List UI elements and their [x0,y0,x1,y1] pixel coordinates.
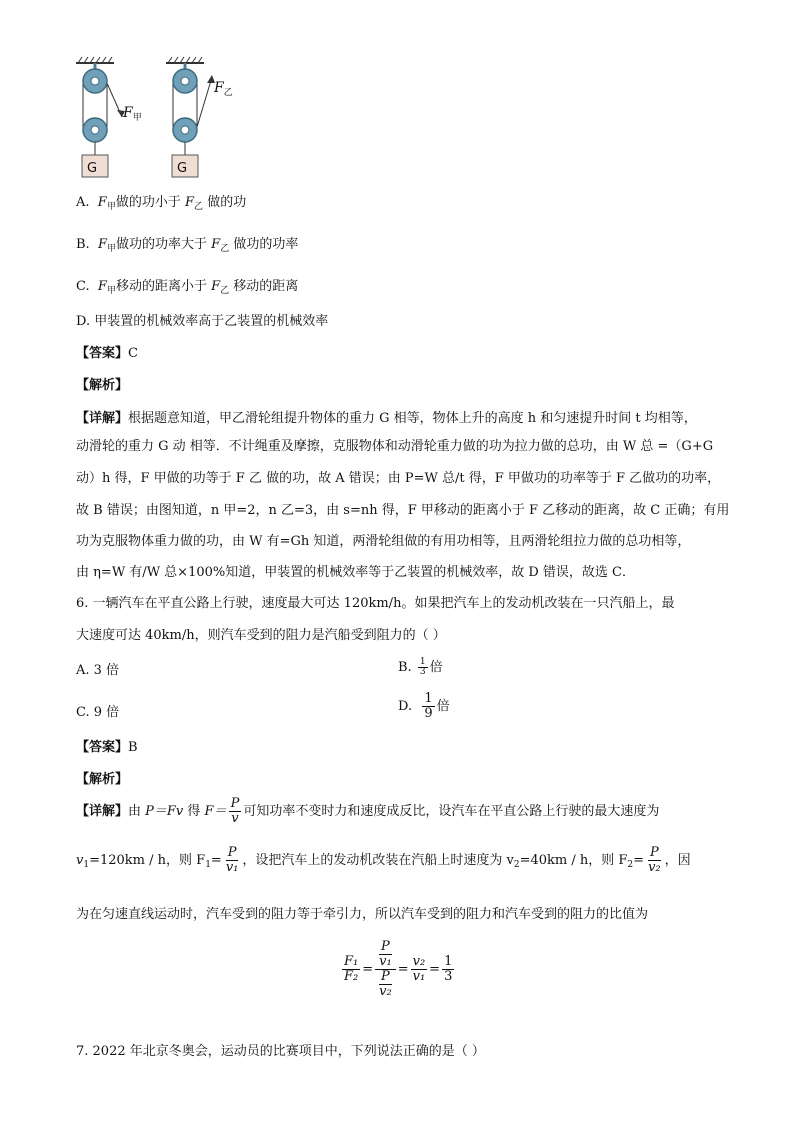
q5-detail-line-1: 【详解】根据题意知道，甲乙滑轮组提升物体的重力 G 相等，物体上升的高度 h 和匀速提升时间 t 均相等， [76,411,697,426]
ceiling-left [76,57,114,63]
q5-option-a: A. $F_甲$做的功小于 $F_乙$ 做的功 [76,195,247,212]
q5-option-b: B. $F_甲$做功的功率大于 $F_乙$ 做功的功率 [76,237,299,254]
q5-detail-line-3: 动）h 得，F 甲做的功等于 F 乙 做的功，故 A 错误；由 P=W 总/t 得，F 甲做功的功率等于 F 乙做功的功率， [76,471,721,486]
q6-option-b: B. $\frac{1}{3}$ 倍 [398,657,443,677]
q5-detail-line-4: 故 B 错误；由图知道，n 甲=2，n 乙=3，由 s=nh 得，F 甲移动的距离小于 F 乙移动的距离，故 C 正确；有用 [76,503,730,518]
ceiling-right [166,57,204,63]
q6-detail-line-1: 【详解】由 P＝Fv 得 F＝ $\frac{P}{v}$ 可知功率不变时力和速度成反比，设汽车在平直公路上行驶的最大速度为 [76,796,660,826]
q5-answer: 【答案】C [76,346,138,361]
q6-analysis-tag: 【解析】 [76,772,129,787]
q6-detail-line-2: $v_1=120km / h$，则 $F_1=$ $\frac{P}{\text{v₁}}$ ，设把汽车上的发动机改装在汽船上时速度为 $v_2=40km / h$，则 $F_2=$ $\frac{P}{\text{v₂}}$ ，因 [76,845,691,875]
q5-detail-line-2: 动滑轮的重力 G 动 相等．不计绳重及摩擦，克服物体和动滑轮重力做的功为拉力做的总功，由 W 总 =（G+G [76,439,714,454]
q6-option-d: D. $\frac{1}{9}$ 倍 [398,691,450,721]
weight-left-label: G [87,161,98,176]
q6-option-a: A. 3 倍 [76,663,120,678]
q6-ratio-equation: $\frac{\text{F₁}}{\text{F₂}}$ = $\frac{\frac{P}{\text{v₁}}}{\frac{P}{\text{v₂}}}$ = $\frac{\text{v₂}}{\text{v₁}}$ = $\frac{1}{3}$ [344,939,453,999]
weight-right-label: G [177,161,188,176]
q6-stem-line-2: 大速度可达 40km/h，则汽车受到的阻力是汽船受到阻力的（ ） [76,628,446,643]
q6-detail-line-3: 为在匀速直线运动时，汽车受到的阻力等于牵引力，所以汽车受到的阻力和汽车受到的阻力的比值为 [76,907,649,922]
q5-option-d: D. 甲装置的机械效率高于乙装置的机械效率 [76,314,329,329]
force-yi-label: $F_乙$ [214,80,233,98]
force-jia-label: $F_甲$ [123,105,142,123]
q5-detail-line-6: 由 η=W 有/W 总×100%知道，甲装置的机械效率等于乙装置的机械效率，故 D 错误，故选 C． [76,565,636,580]
q6-answer: 【答案】B [76,740,138,755]
q7-stem: 7. 2022 年北京冬奥会，运动员的比赛项目中，下列说法正确的是（ ） [76,1044,485,1059]
q6-option-c: C. 9 倍 [76,705,120,720]
q6-stem-line-1: 6. 一辆汽车在平直公路上行驶，速度最大可达 120km/h。如果把汽车上的发动机改装在一只汽船上，最 [76,596,675,611]
q5-analysis-tag: 【解析】 [76,378,129,393]
q5-option-c: C. $F_甲$移动的距离小于 $F_乙$ 移动的距离 [76,279,299,296]
q5-detail-line-5: 功为克服物体重力做的功，由 W 有=Gh 知道，两滑轮组做的有用功相等，且两滑轮组拉力做的总功相等， [76,534,691,549]
